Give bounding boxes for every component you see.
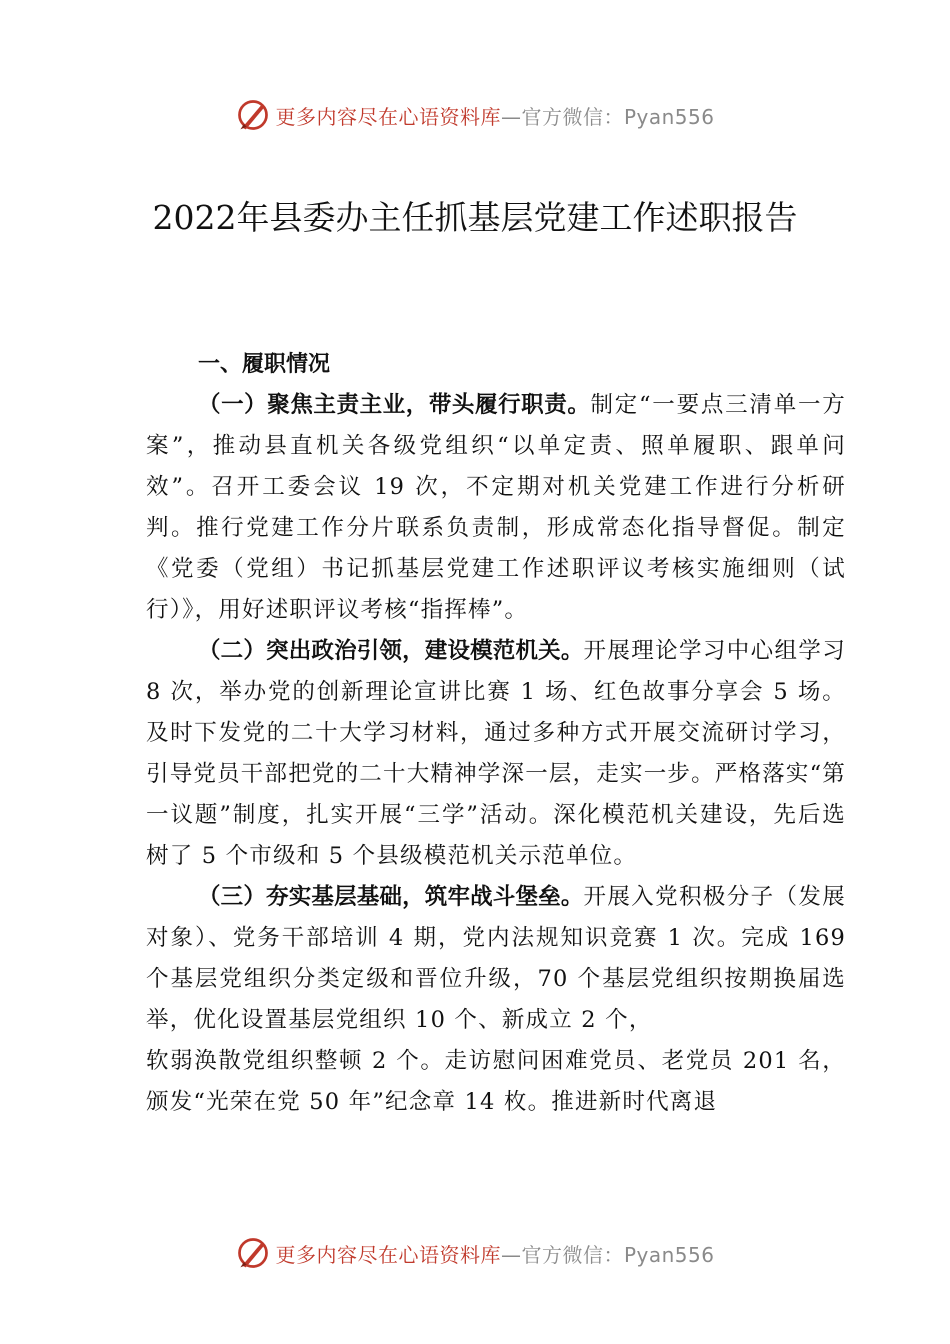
banner-grey-text: —官方微信：Pyan556 (500, 104, 715, 129)
paragraph-3-continued: 软弱涣散党组织整顿 2 个。走访慰问困难党员、老党员 201 名，颁发“光荣在党 50 年”纪念章 14 枚。推进新时代离退 (146, 1048, 846, 1115)
paragraph-3-lead: （三）夯实基层基础，筑牢战斗堡垒。 (198, 884, 584, 910)
paragraph-2 (146, 631, 846, 877)
paragraph-3-body: 开展入党积极分子（发展对象）、党务干部培训 4 期，党内法规知识竞赛 1 次。完成 169 个基层党组织分类定级和晋位升级，70 个基层党组织按期换届选举，优化设置基层党组织 10 个、新成立 2 个， (146, 884, 846, 1033)
document-body (146, 344, 846, 1123)
banner-text (275, 101, 714, 130)
quill-logo-icon (235, 97, 271, 133)
banner-text (275, 1239, 714, 1268)
banner-red-text: 更多内容尽在心语资料库 (275, 104, 501, 129)
paragraph-1-body: 制定“一要点三清单一方案”，推动县直机关各级党组织“以单定责、照单履职、跟单问效”。召开工委会议 19 次，不定期对机关党建工作进行分析研判。推行党建工作分片联系负责制，形成常态化指导督促。制定《党委（党组）书记抓基层党建工作述职评议考核实施细则（试行）》，用好述职评议考核“指挥棒”。 (146, 392, 846, 623)
paragraph-3 (146, 877, 846, 1041)
section-heading: 一、履职情况 (198, 352, 331, 377)
quill-logo-icon (235, 1235, 271, 1271)
banner-red-text: 更多内容尽在心语资料库 (275, 1242, 501, 1267)
footer-banner (0, 1231, 950, 1275)
header-banner (0, 93, 950, 137)
paragraph-2-lead: （二）突出政治引领，建设模范机关。 (198, 638, 584, 664)
document-title: 2022年县委办主任抓基层党建工作述职报告 (152, 198, 798, 237)
banner-grey-text: —官方微信：Pyan556 (500, 1242, 715, 1267)
paragraph-2-body: 开展理论学习中心组学习 8 次，举办党的创新理论宣讲比赛 1 场、红色故事分享会 5 场。及时下发党的二十大学习材料，通过多种方式开展交流研讨学习，引导党员干部把党的二十大精神学深一层，走实一步。严格落实“第一议题”制度，扎实开展“三学”活动。深化模范机关建设，先后选树了 5 个市级和 5 个县级模范机关示范单位。 (146, 638, 847, 869)
paragraph-1-lead: （一）聚焦主责主业，带头履行职责。 (198, 392, 591, 418)
paragraph-1 (146, 385, 846, 631)
